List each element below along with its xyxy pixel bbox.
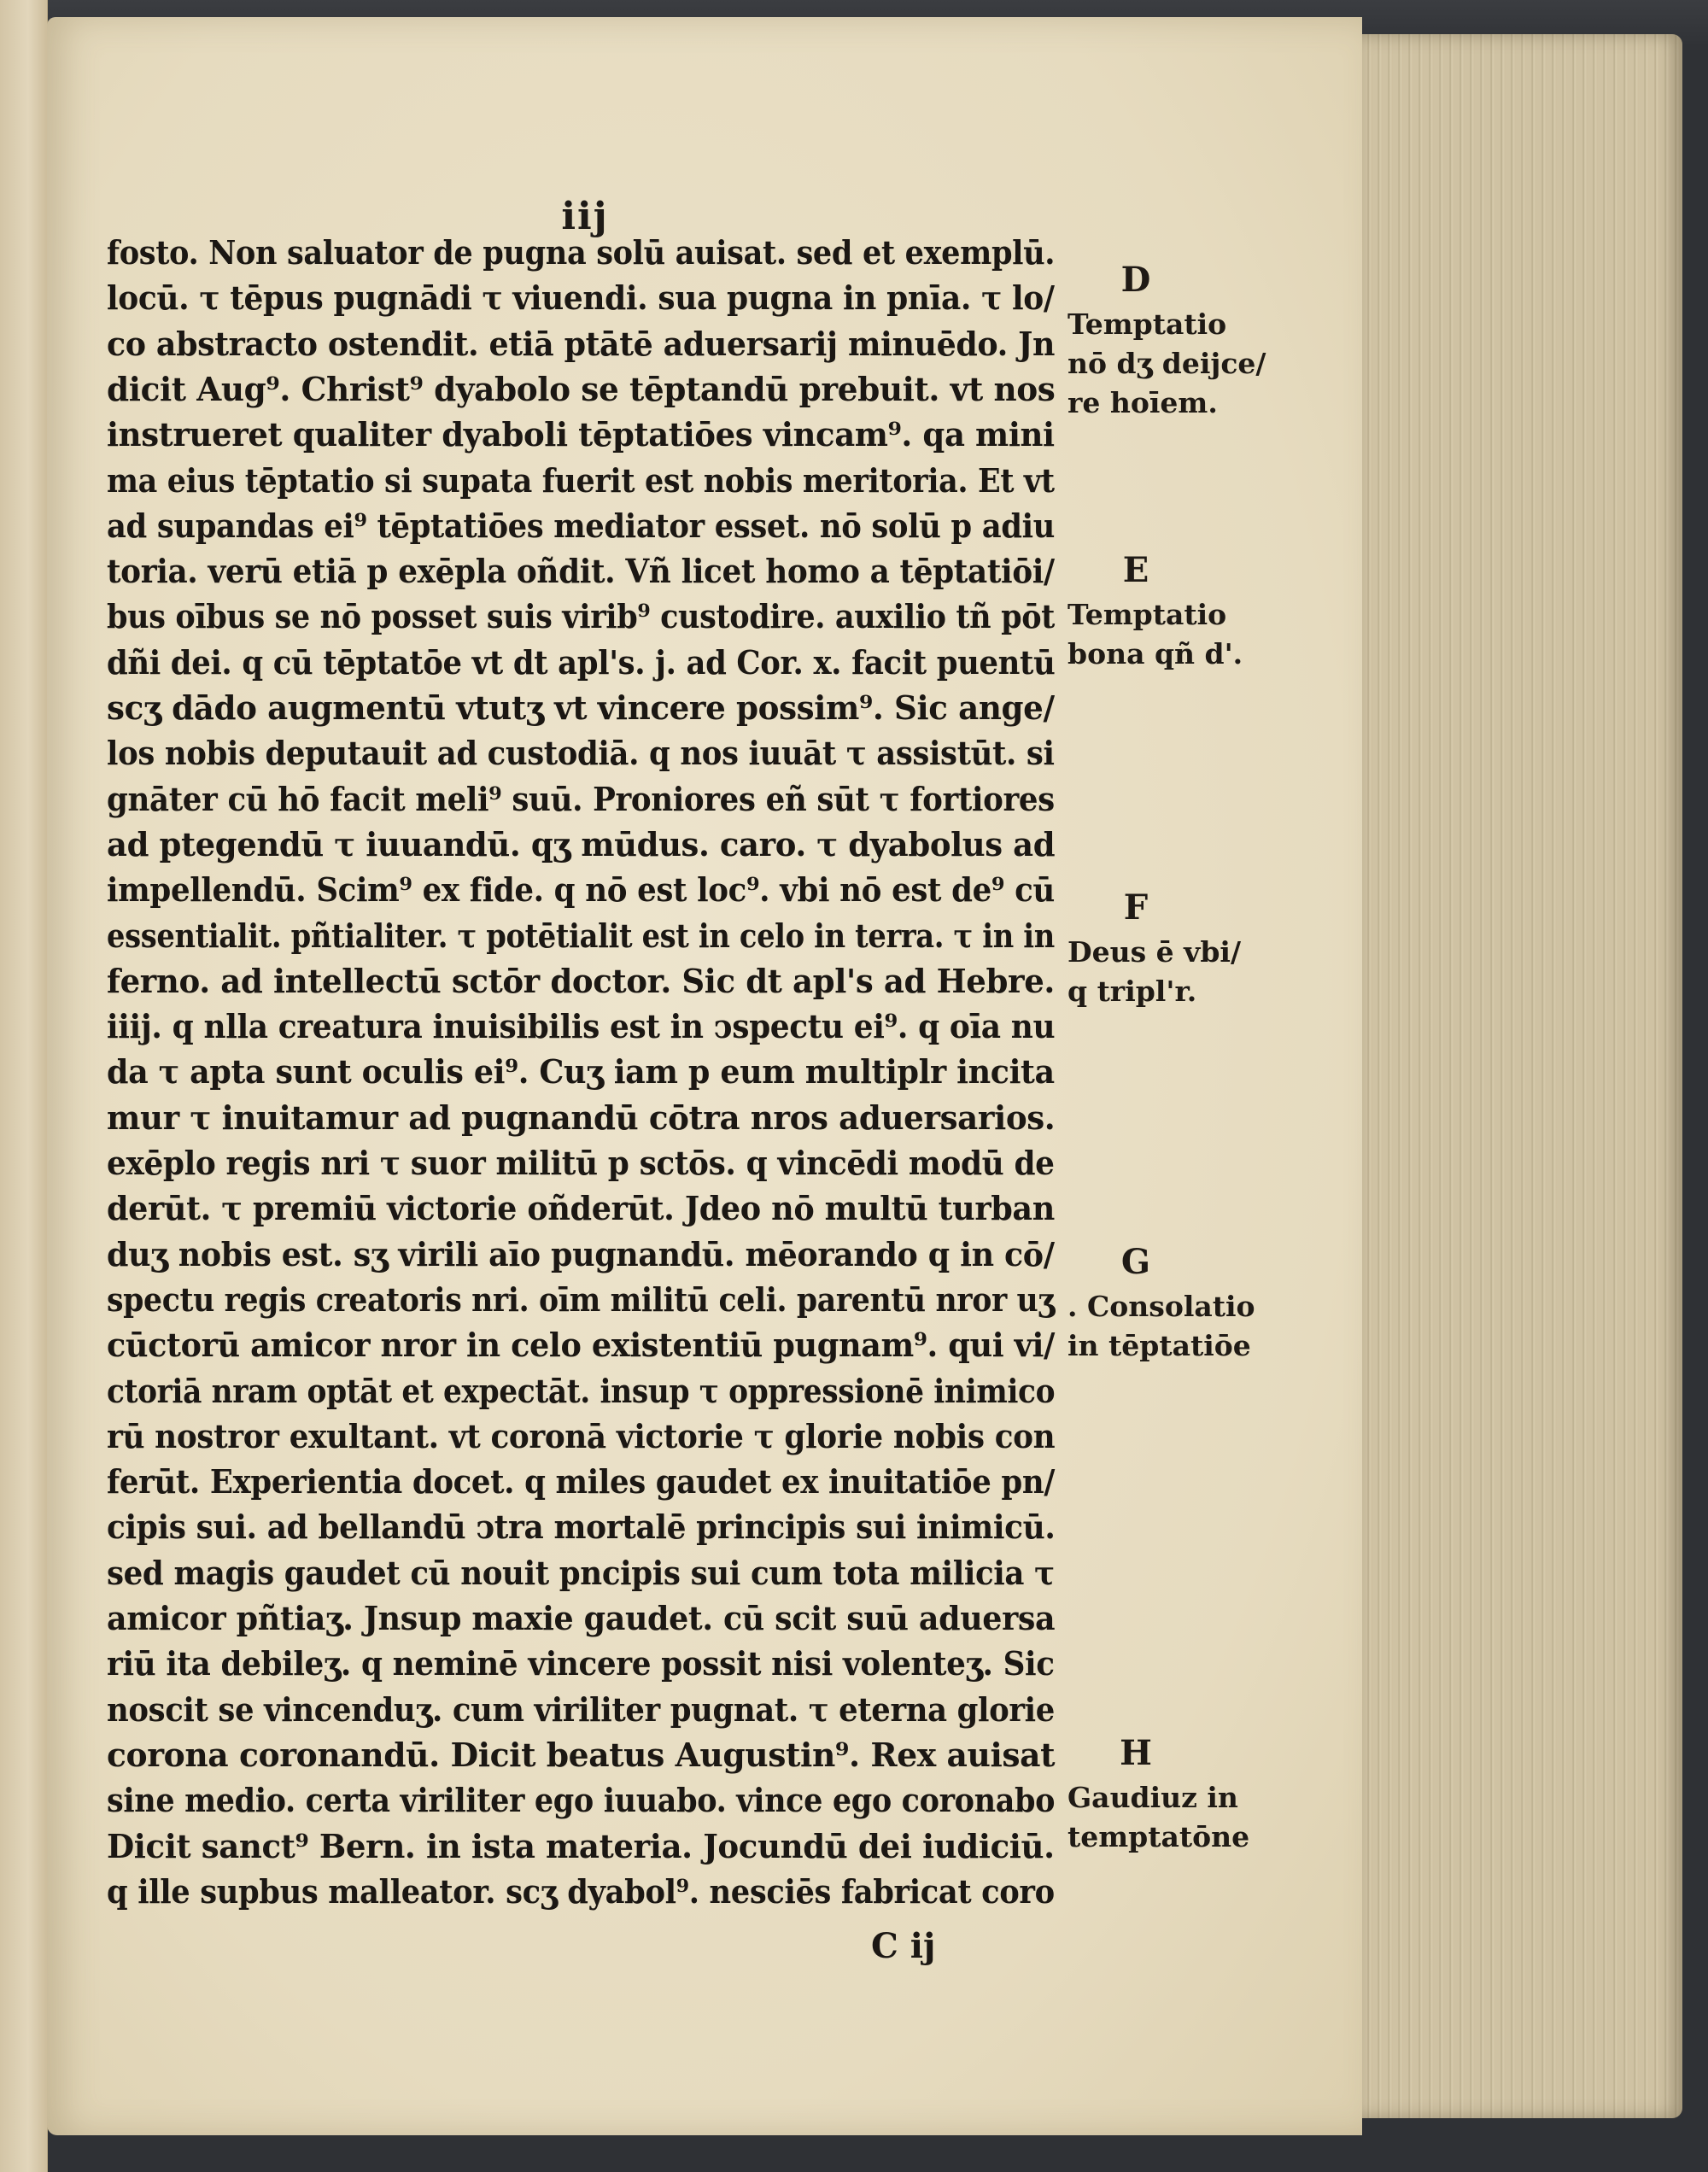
text-line: scʒ dādo augmentū vtutʒ vt vincere possim⁹. Sic ange/ (107, 688, 1055, 727)
marginal-gloss: Temptatio nō dʒ deijce/ re hoīem. (1068, 307, 1266, 419)
text-line: rū nostror exultant. vt coronā victorie τ glorie nobis con (107, 1416, 1056, 1455)
text-line: derūt. τ premiū victorie oñderūt. Jdeo nō multū turban (107, 1189, 1055, 1228)
marginal-note-d (1068, 261, 1307, 423)
text-line: exēplo regis nri τ suor militū p sctōs. q vincēdi modū de (107, 1144, 1055, 1182)
marginal-letter: F (1123, 887, 1149, 928)
text-line: los nobis deputauit ad custodiā. q nos iuuāt τ assistūt. si (107, 734, 1055, 773)
text-line: ad supandas ei⁹ tēptatiōes mediator esset. nō solū p adiu (107, 506, 1055, 545)
text-line: ctoriā nram optāt et expectāt. insup τ oppressionē inimico (107, 1371, 1056, 1410)
marginal-note-h (1068, 1734, 1307, 1857)
text-line: impellendū. Scim⁹ ex fide. q nō est loc⁹. vbi nō est de⁹ cū (107, 870, 1055, 910)
text-line: dicit Aug⁹. Christ⁹ dyabolo se tēptandū prebuit. vt nos (107, 369, 1056, 408)
text-line: ma eius tēptatio si supata fuerit est nobis meritoria. Et vt (107, 460, 1055, 500)
page-stack-fore-edge (1362, 34, 1682, 2118)
text-line: sine medio. certa viriliter ego iuuabo. vince ego coronabo (107, 1781, 1056, 1820)
text-line: essentialit. pñtialiter. τ potētialit est in celo in terra. τ in in (107, 916, 1055, 955)
text-line: duʒ nobis est. sʒ virili aīo pugnandū. mēorando q in cō/ (107, 1234, 1055, 1273)
text-line: da τ apta sunt oculis ei⁹. Cuʒ iam p eum multiplr incita (107, 1052, 1055, 1092)
marginal-gloss: Gaudiuz in temptatōne (1068, 1781, 1250, 1853)
text-line: amicor pñtiaʒ. Jnsup maxie gaudet. cū scit suū aduersa (107, 1599, 1056, 1637)
text-line: dñi dei. q cū tēptatōe vt dt apl's. j. ad Cor. x. facit puentū (107, 642, 1056, 682)
text-line: spectu regis creatoris nri. oīm militū celi. parentū nror uʒ (107, 1279, 1055, 1319)
text-line: ad ptegendū τ iuuandū. qʒ mūdus. caro. τ dyabolus ad (107, 824, 1056, 864)
facing-page-edge (0, 0, 48, 2172)
marginal-gloss: Temptatio bona qñ d'. (1068, 598, 1243, 670)
text-line: ferno. ad intellectū sctōr doctor. Sic dt apl's ad Hebre. (107, 961, 1055, 1000)
text-line: gnāter cū hō facit meli⁹ suū. Proniores eñ sūt τ fortiores (107, 779, 1055, 818)
text-line: q ille supbus malleator. scʒ dyabol⁹. nesciēs fabricat coro (107, 1871, 1055, 1911)
signature-mark: C ij (871, 1926, 936, 1966)
text-line: riū ita debileʒ. q neminē vincere possit nisi volenteʒ. Sic (107, 1644, 1055, 1683)
text-line: bus oībus se nō posset suis virib⁹ custodire. auxilio tñ pōt (107, 597, 1055, 636)
marginal-letter: G (1120, 1242, 1151, 1282)
text-line: Dicit sanct⁹ Bern. in ista materia. Jocundū dei iudiciū. (107, 1826, 1055, 1865)
text-line: corona coronandū. Dicit beatus Augustin⁹. Rex auisat (107, 1735, 1056, 1774)
text-line: mur τ inuitamur ad pugnandū cōtra nros aduersarios. (107, 1098, 1056, 1137)
text-line: cūctorū amicor nror in celo existentiū pugnam⁹. qui vi/ (107, 1326, 1055, 1365)
marginal-gloss: Deus ē vbi/ q tripl'r. (1068, 935, 1241, 1008)
text-line: fosto. Non saluator de pugna solū auisat. sed et exemplū. (107, 233, 1056, 272)
marginal-note-f (1068, 888, 1307, 1011)
marginal-note-e (1068, 551, 1307, 674)
text-line: iiij. q nlla creatura inuisibilis est in ↄspectu ei⁹. q oīa nu (107, 1007, 1056, 1046)
text-line: locū. τ tēpus pugnādi τ viuendi. sua pugna in pnīa. τ lo/ (107, 278, 1055, 318)
text-line: toria. verū etiā p exēpla oñdit. Vñ licet homo a tēptatiōi/ (107, 552, 1055, 591)
text-line: co abstracto ostendit. etiā ptātē aduersarij minuēdo. Jn (107, 324, 1056, 363)
marginal-letter: E (1122, 550, 1149, 590)
marginal-letter: H (1120, 1733, 1152, 1773)
text-line: noscit se vincenduʒ. cum viriliter pugnat. τ eterna glorie (107, 1689, 1055, 1729)
text-line: sed magis gaudet cū nouit pncipis sui cum tota milicia τ (107, 1553, 1055, 1592)
marginal-note-g (1068, 1243, 1307, 1366)
folio-number: iij (561, 195, 609, 238)
text-line: cipis sui. ad bellandū ↄtra mortalē principis sui inimicū. (107, 1508, 1056, 1547)
marginal-letter: D (1120, 260, 1151, 300)
text-line: instrueret qualiter dyaboli tēptatiōes vincam⁹. qa mini (107, 415, 1055, 454)
marginal-gloss: . Consolatio in tēptatiōe (1068, 1290, 1255, 1362)
text-line: ferūt. Experientia docet. q miles gaudet ex inuitatiōe pn/ (107, 1462, 1055, 1502)
